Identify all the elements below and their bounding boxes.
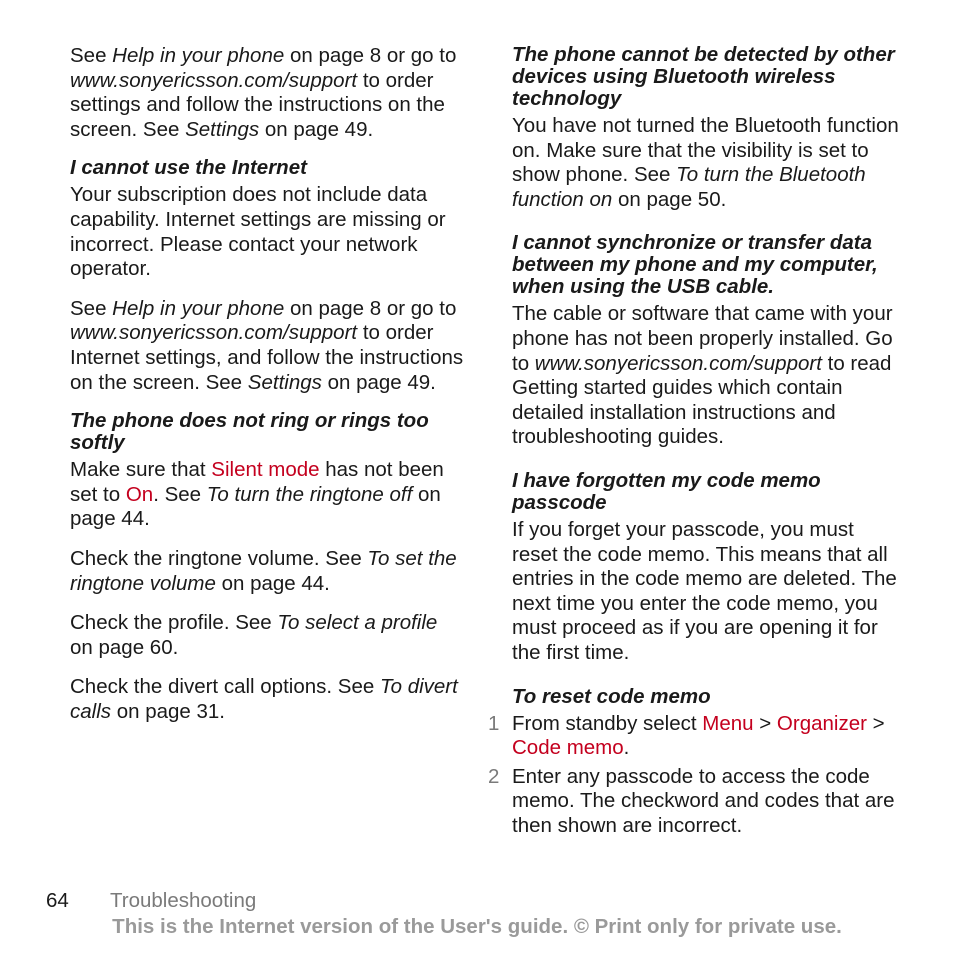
steps-list xyxy=(488,711,902,839)
left-column xyxy=(70,44,465,739)
paragraph-profile: Check the profile. See To select a profile on page 60. xyxy=(70,611,438,659)
step-2: 2 Enter any passcode to access the code memo. The checkword and codes that are then shown are incorrect. xyxy=(488,764,895,837)
menu-term-on: On xyxy=(125,482,154,506)
menu-term-silent-mode: Silent mode xyxy=(211,458,320,482)
menu-term-code-memo: Code memo xyxy=(512,736,624,760)
paragraph-usb-cable: The cable or software that came with your phone has not been properly installed. Go to www.sonyericsson.com/support to read Getting started guides which contain detailed installation instructions and troubleshooting guides. xyxy=(512,302,893,449)
heading-sync: I cannot synchronize or transfer data between my phone and my computer, when using the USB cable. xyxy=(512,231,878,299)
heading-bluetooth: The phone cannot be detected by other devices using Bluetooth wireless technology xyxy=(512,43,895,110)
step-1: 1 From standby select Menu > Organizer > Code memo. xyxy=(488,711,885,760)
step-number: 2 xyxy=(488,764,500,788)
menu-term-organizer: Organizer xyxy=(776,711,867,735)
heading-code-memo: I have forgotten my code memo passcode xyxy=(512,468,821,514)
footer-notice: This is the Internet version of the User's guide. © Print only for private use. xyxy=(112,915,842,938)
heading-internet: I cannot use the Internet xyxy=(70,156,307,180)
paragraph-subscription: Your subscription does not include data capability. Internet settings are missing or incorrect. Please contact your network operator. xyxy=(70,183,446,281)
paragraph-help-settings: See Help in your phone on page 8 or go to www.sonyericsson.com/support to order settings and follow the instructions on the screen. See Settings on page 49. xyxy=(70,44,457,141)
heading-reset-code-memo: To reset code memo xyxy=(512,684,711,708)
heading-ring: The phone does not ring or rings too softly xyxy=(70,409,429,455)
section-name: Troubleshooting xyxy=(110,889,257,912)
right-column xyxy=(488,43,902,842)
step-number: 1 xyxy=(488,711,500,735)
paragraph-ringtone-volume: Check the ringtone volume. See To set the ringtone volume on page 44. xyxy=(70,546,457,595)
page-number: 64 xyxy=(46,889,69,912)
paragraph-bluetooth: You have not turned the Bluetooth function on. Make sure that the visibility is set to show phone. See To turn the Bluetooth function on on page 50. xyxy=(512,114,899,211)
paragraph-help-internet: See Help in your phone on page 8 or go to www.sonyericsson.com/support to order Internet settings, and follow the instructions on the screen. See Settings on page 49. xyxy=(70,296,464,394)
paragraph-passcode: If you forget your passcode, you must reset the code memo. This means that all entries in the code memo are deleted. The next time you enter the code memo, you must proceed as if you are opening it for the first time. xyxy=(512,517,897,664)
paragraph-silent-mode: Make sure that Silent mode has not been set to On. See To turn the ringtone off on page 44. xyxy=(70,458,444,531)
paragraph-divert: Check the divert call options. See To divert calls on page 31. xyxy=(70,675,458,723)
menu-term-menu: Menu xyxy=(702,711,754,735)
